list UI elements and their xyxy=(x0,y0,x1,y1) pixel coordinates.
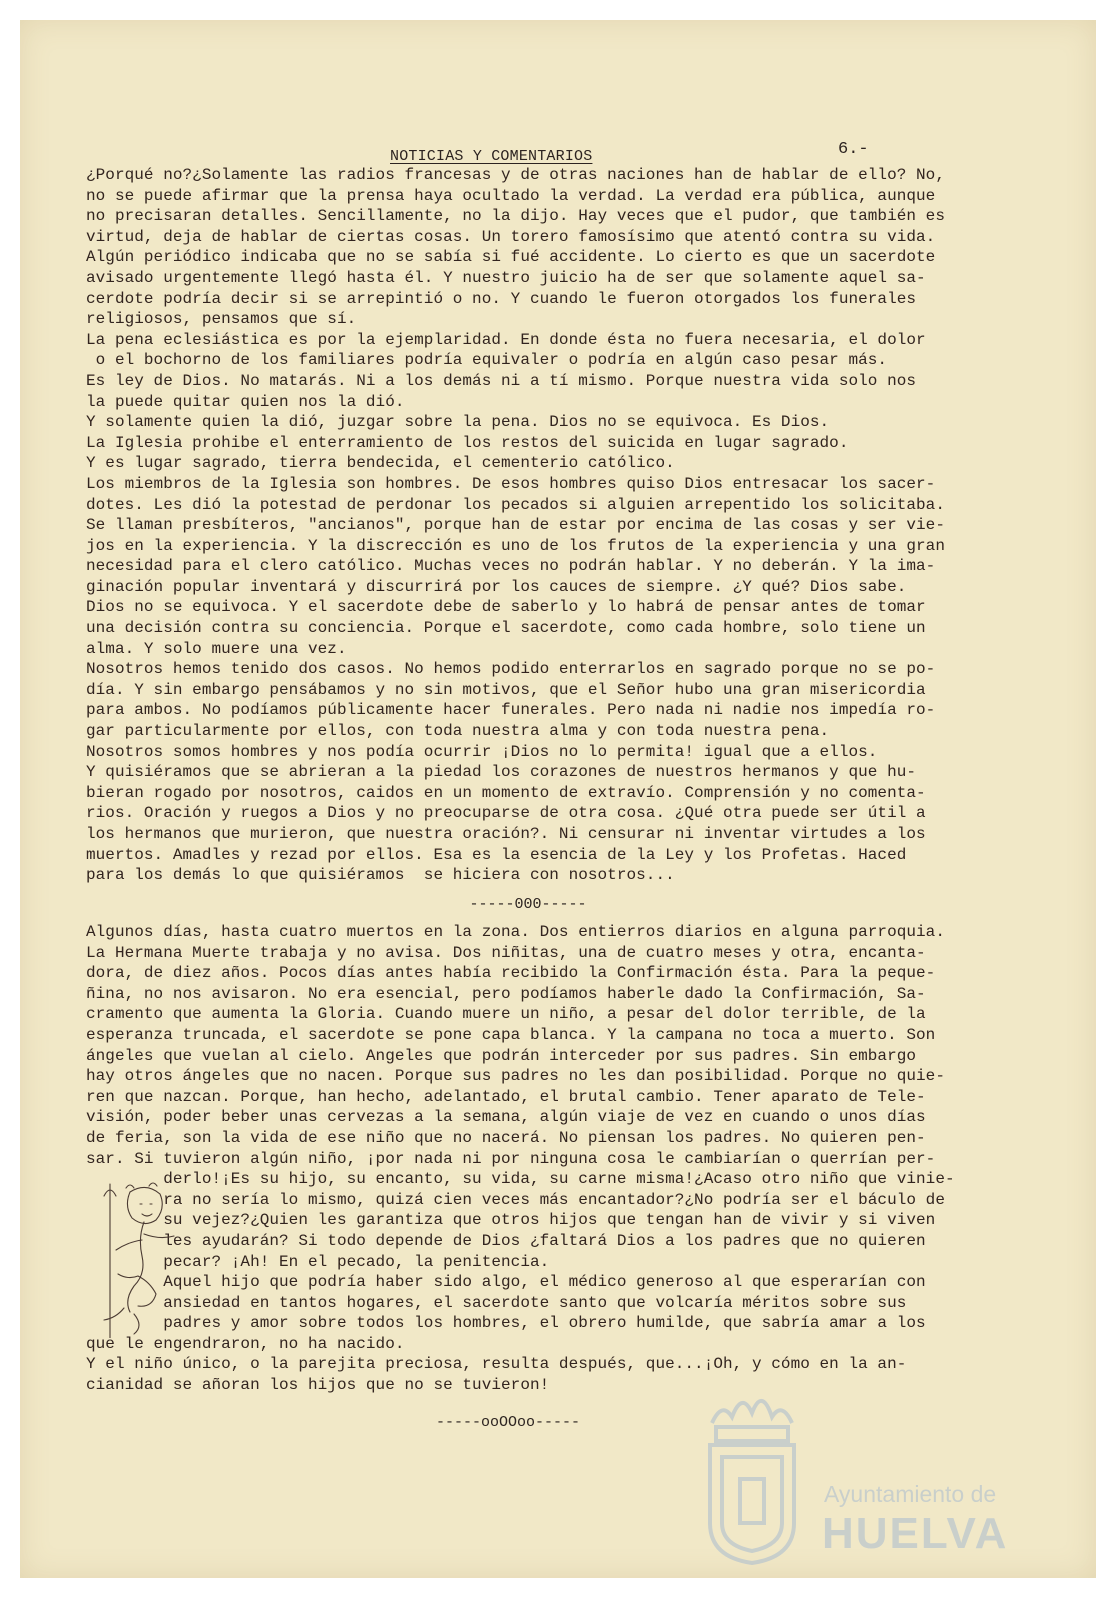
text-line: día. Y sin embargo pensábamos y no sin motivos, que el Señor hubo una gran misericordia xyxy=(86,680,926,699)
text-line: Los miembros de la Iglesia son hombres. De esos hombres quiso Dios entresacar los sacer- xyxy=(86,474,936,493)
text-line: cerdote podría decir si se arrepintió o no. Y cuando le fueron otorgados los funerales xyxy=(86,289,917,308)
watermark-line1: Ayuntamiento de xyxy=(824,1481,997,1507)
text-line: padres y amor sobre todos los hombres, el obrero humilde, que sabría amar a los xyxy=(86,1314,926,1333)
text-line: La Hermana Muerte trabaja y no avisa. Dos niñitas, una de cuatro meses y otra, encanta- xyxy=(86,943,926,962)
text-line: Algunos días, hasta cuatro muertos en la zona. Dos entierros diarios en alguna parroquia. xyxy=(86,923,945,941)
text-line: religiosos, pensamos que sí. xyxy=(86,310,357,329)
text-line: para los demás lo que quisiéramos se hiciera con nosotros... xyxy=(86,866,675,885)
text-line: una decisión contra su conciencia. Porque el sacerdote, como cada hombre, solo tiene un xyxy=(86,619,926,638)
page-number: 6.- xyxy=(838,140,869,159)
text-line: bieran rogado por nosotros, caidos en un momento de extravío. Comprensión y no comenta- xyxy=(86,783,926,802)
text-line: Y quisiéramos que se abrieran a la piedad los corazones de nuestros hermanos y que hu- xyxy=(86,763,917,782)
page-title: NOTICIAS Y COMENTARIOS xyxy=(390,148,593,165)
text-line: Nosotros hemos tenido dos casos. No hemos podido enterrarlos en sagrado porque no se po- xyxy=(86,660,936,679)
text-line: jos en la experiencia. Y la discrección es uno de los frutos de la experiencia y una gran xyxy=(86,536,945,555)
text-line: hay otros ángeles que no nacen. Porque sus padres no les dan posibilidad. Porque no quie- xyxy=(86,1067,945,1086)
text-line: La pena eclesiástica es por la ejemplaridad. En donde ésta no fuera necesaria, el dolor xyxy=(86,330,926,349)
text-line: gar particularmente por ellos, con toda nuestra alma y con toda nuestra pena. xyxy=(86,722,830,741)
end-separator: -----ooOOoo----- xyxy=(435,1414,581,1431)
text-line: ángeles que vuelan al cielo. Angeles que podrán interceder por sus padres. Sin embargo xyxy=(86,1046,917,1065)
text-line: cianidad se añoran los hijos que no se tuvieron! xyxy=(86,1376,550,1395)
text-line: ansiedad en tantos hogares, el sacerdote santo que volcaría méritos sobre sus xyxy=(86,1293,907,1312)
text-line: La Iglesia prohibe el enterramiento de los restos del suicida en lugar sagrado. xyxy=(86,433,849,452)
text-line: ñina, no nos avisaron. No era esencial, pero podíamos haberle dado la Confirmación, Sa- xyxy=(86,984,926,1003)
article-block-suicide xyxy=(86,165,991,886)
text-line: su vejez?¿Quien les garantiza que otros hijos que tengan han de vivir y si viven xyxy=(86,1211,936,1230)
watermark-line2: HUELVA xyxy=(822,1509,1009,1558)
text-line: Y solamente quien la dió, juzgar sobre la pena. Dios no se equivoca. Es Dios. xyxy=(86,413,830,432)
text-line: dora, de diez años. Pocos días antes había recibido la Confirmación ésta. Para la peque- xyxy=(86,964,936,983)
text-line: Es ley de Dios. No matarás. Ni a los demás ni a tí mismo. Porque nuestra vida solo nos xyxy=(86,371,917,390)
article-block-unborn xyxy=(86,922,991,1396)
devil-sketch-icon xyxy=(94,1178,204,1338)
text-line: avisado urgentemente llegó hasta él. Y nuestro juicio ha de ser que solamente aquel sa- xyxy=(86,268,926,287)
section-separator: -----000----- xyxy=(469,896,587,913)
text-line: Nosotros somos hombres y nos podía ocurrir ¡Dios no lo permita! igual que a ellos. xyxy=(86,742,878,761)
text-line: les ayudarán? Si todo depende de Dios ¿faltará Dios a los padres que no quieren xyxy=(86,1231,926,1250)
text-line: que le engendraron, no ha nacido. xyxy=(86,1334,405,1353)
text-line: los hermanos que murieron, que nuestra oración?. Ni censurar ni inventar virtudes a los xyxy=(86,825,926,843)
text-line: Dios no se equivoca. Y el sacerdote debe de saberlo y lo habrá de pensar antes de tomar xyxy=(86,598,926,617)
text-line: Algún periódico indicaba que no se sabía si fué accidente. Lo cierto es que un sacerdote xyxy=(86,248,936,267)
text-line: dotes. Les dió la potestad de perdonar los pecados si alguien arrepentido los solicitaba. xyxy=(86,495,945,514)
text-line: esperanza truncada, el sacerdote se pone capa blanca. Y la campana no toca a muerto. Son xyxy=(86,1025,936,1044)
text-line: Y el niño único, o la parejita preciosa, resulta después, que...¡Oh, y cómo en la an- xyxy=(86,1355,907,1374)
text-line: visión, poder beber unas cervezas a la semana, algún viaje de vez en cuando o unos días xyxy=(86,1108,926,1127)
text-line: Y es lugar sagrado, tierra bendecida, el cementerio católico. xyxy=(86,454,675,473)
text-line: sar. Si tuvieron algún niño, ¡por nada ni por ninguna cosa le cambiarían o querrían per- xyxy=(86,1149,936,1168)
text-line: alma. Y solo muere una vez. xyxy=(86,639,347,658)
text-line: ra no sería lo mismo, quizá cien veces más encantador?¿No podría ser el báculo de xyxy=(86,1190,945,1209)
text-line: Se llaman presbíteros, "ancianos", porque han de estar por encima de las cosas y ser vie- xyxy=(86,516,945,535)
text-line: no precisaran detalles. Sencillamente, no la dijo. Hay veces que el pudor, que también es xyxy=(86,207,945,226)
text-line: virtud, deja de hablar de ciertas cosas. Un torero famosísimo que atentó contra su vida. xyxy=(86,227,936,246)
text-line: ¿Porqué no?¿Solamente las radios francesas y de otras naciones han de hablar de ello? No, xyxy=(86,166,945,184)
text-line: para ambos. No podíamos públicamente hacer funerales. Pero nada ni nadie nos impedía ro- xyxy=(86,701,936,720)
text-line: necesidad para el clero católico. Muchas veces no podrán hablar. Y no deberán. Y la ima- xyxy=(86,557,936,576)
text-line: rios. Oración y ruegos a Dios y no preocuparse de otra cosa. ¿Qué otra puede ser útil a xyxy=(86,804,926,823)
text-line: no se puede afirmar que la prensa haya ocultado la verdad. La verdad era pública, aunque xyxy=(86,186,936,205)
text-line: ginación popular inventará y discurrirá por los cauces de siempre. ¿Y qué? Dios sabe. xyxy=(86,577,907,596)
text-line: de feria, son la vida de ese niño que no nacerá. No piensan los padres. No quieren pen- xyxy=(86,1128,926,1147)
text-line: o el bochorno de los familiares podría equivaler o podría en algún caso pesar más. xyxy=(86,351,888,370)
text-line: ren que nazcan. Porque, han hecho, adelantado, el brutal cambio. Tener aparato de Tele- xyxy=(86,1087,926,1106)
text-line: Aquel hijo que podría haber sido algo, el médico generoso al que esperarían con xyxy=(86,1273,926,1292)
text-line: pecar? ¡Ah! En el pecado, la penitencia. xyxy=(86,1252,550,1271)
text-line: la puede quitar quien nos la dió. xyxy=(86,392,405,411)
huelva-watermark xyxy=(692,1385,1052,1565)
coat-of-arms-icon xyxy=(692,1385,812,1565)
text-line: derlo!¡Es su hijo, su encanto, su vida, su carne misma!¿Acaso otro niño que vinie- xyxy=(86,1170,955,1189)
document-page xyxy=(20,20,1096,1578)
text-line: cramento que aumenta la Gloria. Cuando muere un niño, a pesar del dolor terrible, de la xyxy=(86,1005,926,1024)
text-line: muertos. Amadles y rezad por ellos. Esa es la esencia de la Ley y los Profetas. Haced xyxy=(86,845,907,864)
